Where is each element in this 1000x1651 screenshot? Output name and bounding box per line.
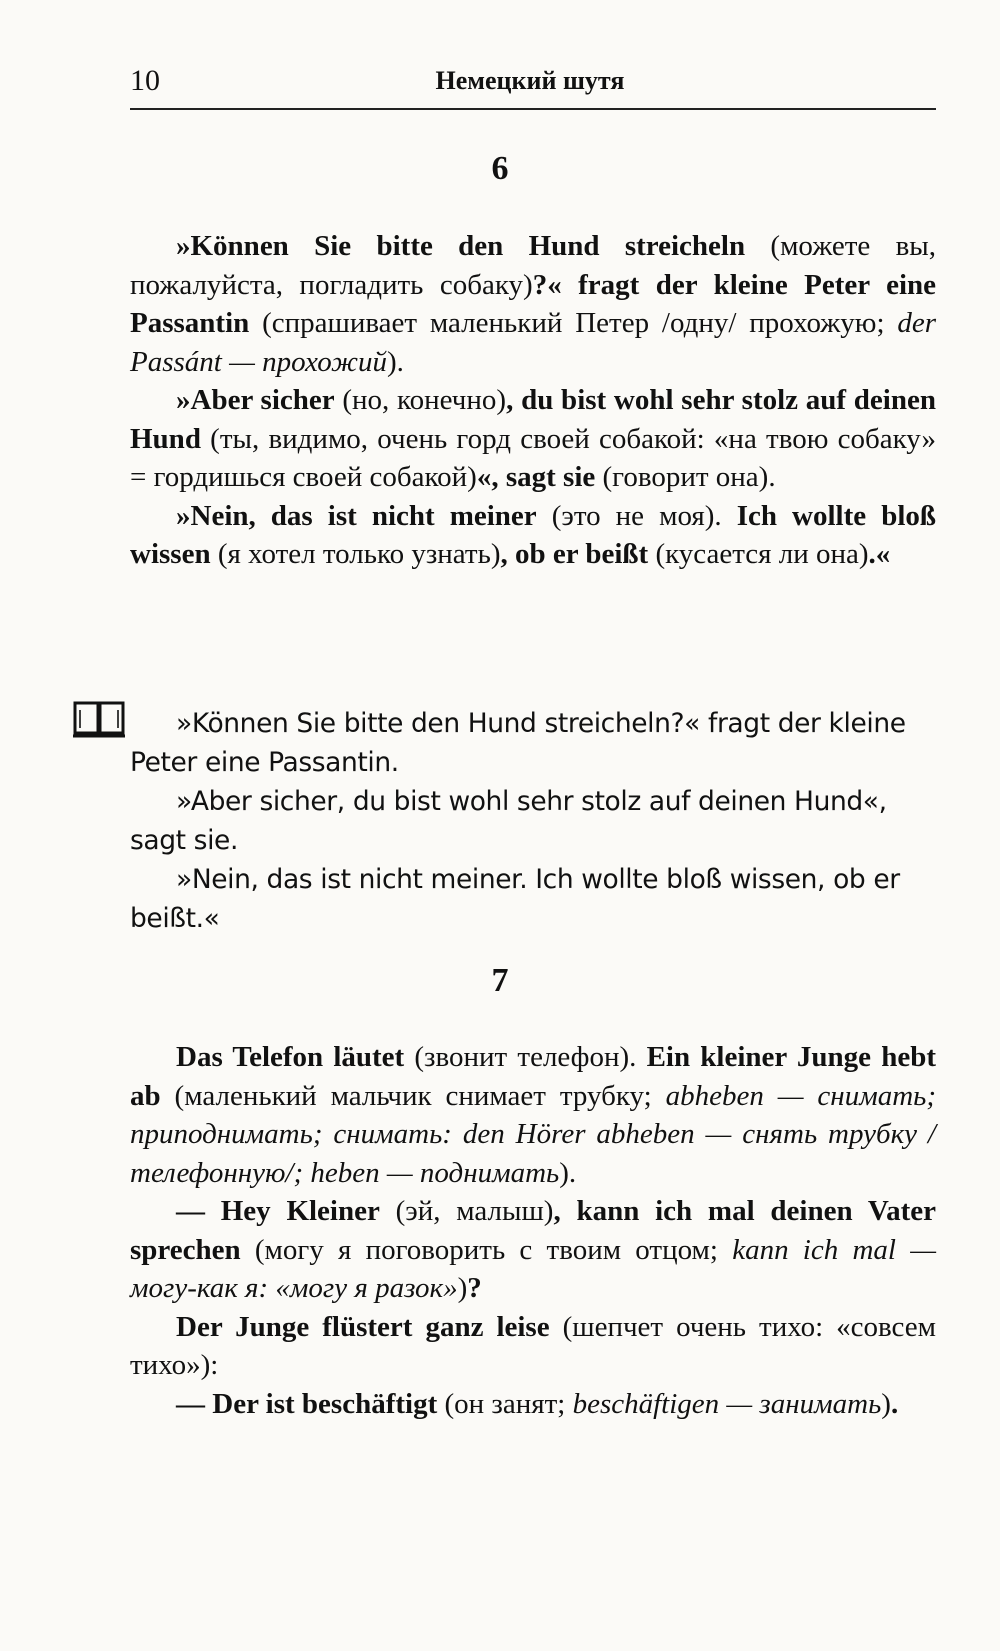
header-rule — [130, 108, 936, 110]
section-number-7: 7 — [491, 962, 509, 999]
reading-text-block — [130, 704, 936, 938]
german-text: Das Telefon läutet — [176, 1041, 405, 1073]
gloss-note: kann ich mal — могу-как я: «могу я разок» — [130, 1233, 936, 1304]
translation-text: (кусается ли она) — [648, 538, 869, 570]
german-text: — Der ist beschäftigt — [176, 1387, 438, 1420]
german-text: Ein kleiner Junge hebt ab — [130, 1041, 937, 1112]
german-text: »Nein, das ist nicht meiner — [176, 499, 537, 532]
section-6-annotated-text — [130, 227, 936, 574]
translation-text: ) — [881, 1387, 891, 1420]
german-text: . — [890, 1387, 899, 1420]
reading-paragraph: »Können Sie bitte den Hund streicheln?« fragt der kleine Peter eine Passantin. — [130, 708, 906, 778]
running-title: Немецкий шутя — [435, 66, 625, 95]
paragraph — [130, 381, 936, 497]
translation-text: (он занят; — [437, 1387, 573, 1420]
german-text: Ich wollte bloß wissen — [130, 499, 937, 570]
translation-text: (маленький мальчик снимает трубку; — [160, 1079, 666, 1112]
section-7-annotated-text — [130, 1038, 936, 1423]
translation-text: (я хотел только узнать) — [210, 538, 501, 570]
translation-text: (можете вы, пожалуйста, погладить собаку) — [130, 230, 936, 301]
translation-text: (говорит она). — [595, 461, 776, 493]
german-text: ? — [467, 1272, 482, 1304]
reading-paragraph: »Aber sicher, du bist wohl sehr stolz auf deinen Hund«, sagt sie. — [130, 786, 887, 856]
paragraph — [130, 497, 936, 574]
translation-text: (ты, видимо, очень горд своей собакой: «на твою собаку» = гордишься своей собакой) — [130, 422, 936, 493]
german-text: Der Junge flüstert ganz leise — [176, 1310, 550, 1343]
gloss-note: abheben — снимать; приподнимать; снимать: den Hörer abheben — снять трубку /телефонную/; heben — поднимать — [130, 1079, 937, 1189]
german-text: .« — [868, 538, 891, 570]
translation-text: (но, конечно) — [334, 384, 507, 416]
translation-text: ) — [457, 1272, 468, 1304]
translation-text: (шепчет очень тихо: «совсем тихо»): — [130, 1310, 937, 1381]
paragraph — [130, 227, 936, 381]
paragraph — [130, 1038, 936, 1192]
german-text: , ob er beißt — [500, 538, 649, 570]
paragraph — [130, 1385, 936, 1424]
paragraph — [130, 1192, 936, 1308]
book-icon — [72, 700, 126, 738]
translation-text: (это не моя). — [536, 499, 737, 532]
german-text: »Aber sicher — [176, 384, 335, 416]
paragraph — [130, 1308, 936, 1385]
reading-paragraph: »Nein, das ist nicht meiner. Ich wollte bloß wissen, ob er beißt.« — [130, 864, 900, 934]
page-header — [130, 64, 930, 104]
german-text: — Hey Kleiner — [176, 1195, 380, 1227]
gloss-note: der Passánt — прохожий — [130, 307, 936, 378]
german-text: ?« fragt der kleine Peter eine Passantin — [130, 268, 937, 339]
german-text: , kann ich mal deinen Vater sprechen — [130, 1195, 936, 1266]
translation-text: (звонит телефон). — [404, 1041, 647, 1073]
translation-text: ). — [559, 1156, 577, 1189]
german-text: »Können Sie bitte den Hund streicheln — [176, 230, 746, 262]
german-text: , du bist wohl sehr stolz auf deinen Hund — [130, 384, 936, 455]
translation-text: (эй, малыш) — [379, 1195, 554, 1227]
translation-text: (спрашивает маленький Петер /одну/ прохожую; — [249, 307, 898, 339]
translation-text: ). — [386, 345, 404, 378]
gloss-note: beschäftigen — занимать — [572, 1387, 882, 1420]
german-text: «, sagt sie — [476, 461, 596, 493]
section-number-6: 6 — [491, 150, 509, 187]
page-number: 10 — [130, 64, 160, 97]
translation-text: (могу я поговорить с твоим отцом; — [240, 1233, 733, 1266]
